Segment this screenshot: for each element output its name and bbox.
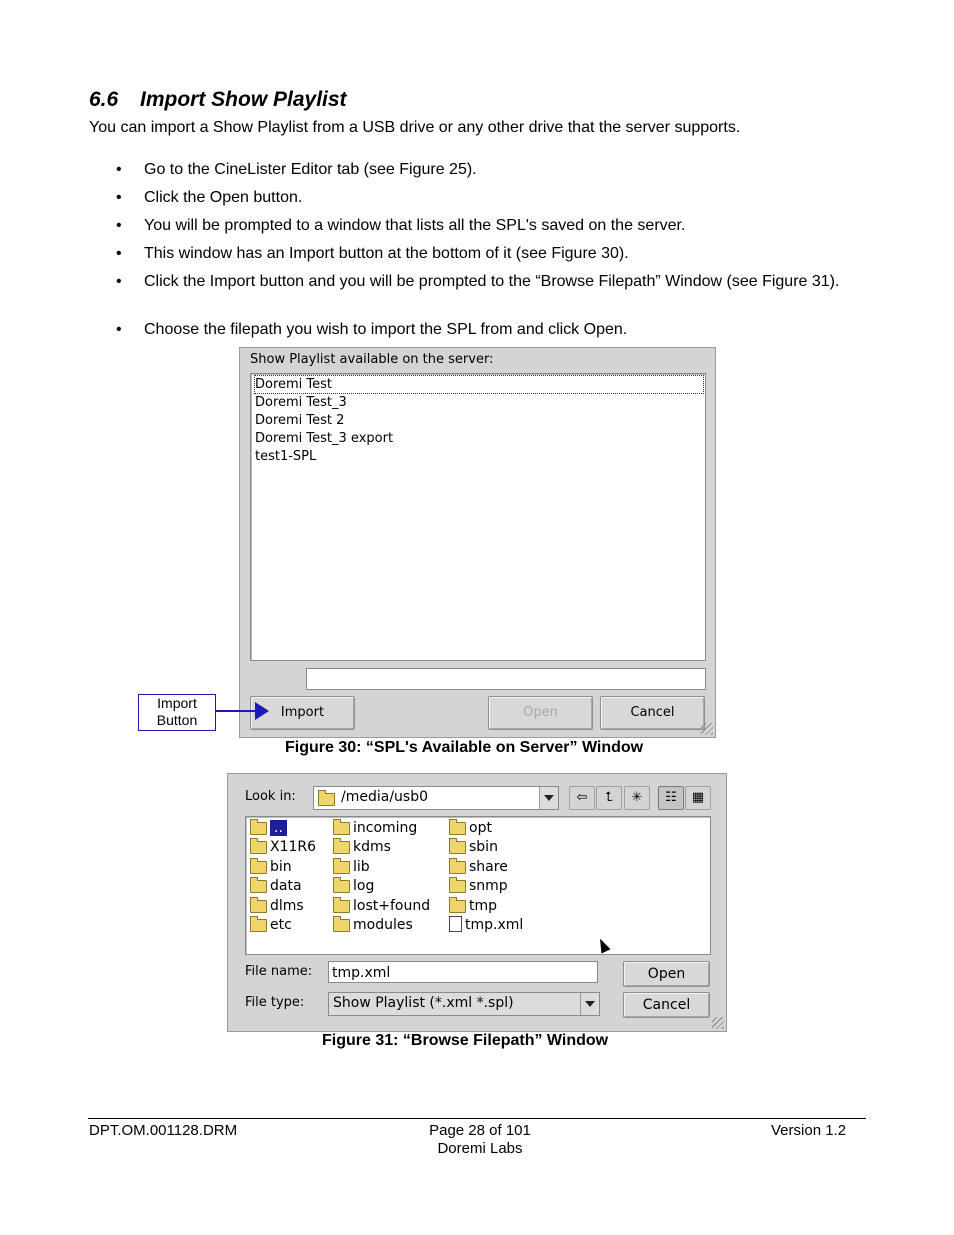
spl-list-item[interactable]: Doremi Test_3 [255, 395, 347, 410]
resize-grip-icon[interactable] [701, 723, 713, 735]
spl-name-field[interactable] [306, 668, 706, 690]
detail-view-icon: ▦ [691, 790, 705, 805]
file-name-label: File name: [245, 964, 313, 979]
look-in-value: /media/usb0 [341, 789, 429, 805]
folder-icon [449, 880, 466, 893]
file-type-label: File type: [245, 995, 305, 1010]
file-list-item[interactable] [250, 858, 292, 877]
folder-icon [250, 919, 267, 932]
file-list-item[interactable] [333, 858, 370, 877]
look-in-combo[interactable] [313, 786, 559, 810]
file-name: opt [469, 820, 492, 836]
file-name: lost+found [353, 898, 431, 914]
spl-list-window [239, 347, 716, 738]
file-list-item[interactable] [449, 838, 498, 857]
list-view-button[interactable] [658, 786, 684, 810]
file-name: tmp.xml [465, 917, 524, 933]
look-in-label: Look in: [245, 789, 296, 804]
callout-arrow-icon [255, 702, 269, 720]
file-name: bin [270, 859, 292, 875]
file-name: tmp [469, 898, 498, 914]
file-list-item[interactable] [449, 897, 497, 916]
file-list-item[interactable] [449, 819, 492, 838]
folder-icon [333, 841, 350, 854]
bullet-symbol: • [116, 273, 122, 290]
folder-icon [333, 861, 350, 874]
file-listbox[interactable] [245, 816, 711, 955]
folder-icon [250, 822, 267, 835]
footer-version: Version 1.2 [771, 1122, 847, 1139]
file-name: share [469, 859, 508, 875]
footer-page: Page 28 of 101 [429, 1122, 531, 1139]
file-list-item[interactable] [250, 877, 302, 896]
chevron-down-icon[interactable] [539, 787, 558, 809]
folder-icon [449, 900, 466, 913]
spl-list-header: Show Playlist available on the server: [250, 352, 494, 367]
file-name: X11R6 [270, 839, 317, 855]
folder-icon [250, 900, 267, 913]
bullet-symbol: • [116, 321, 122, 338]
resize-grip-icon[interactable] [712, 1017, 724, 1029]
bullet-text: Click the Open button. [144, 189, 303, 206]
bullet-symbol: • [116, 189, 122, 206]
file-list-item[interactable] [449, 877, 508, 896]
file-name: dlms [270, 898, 304, 914]
import-button[interactable]: Import [250, 696, 355, 730]
folder-icon [318, 793, 335, 806]
spl-listbox[interactable] [250, 373, 706, 661]
file-list-item[interactable] [333, 916, 413, 935]
file-name: sbin [469, 839, 498, 855]
file-name: kdms [353, 839, 391, 855]
folder-up-icon: ⮤ [605, 790, 613, 805]
new-folder-icon: ✳ [631, 790, 643, 805]
bullet-text: Go to the CineLister Editor tab (see Figure 25). [144, 161, 477, 178]
file-name: lib [353, 859, 370, 875]
file-list-item[interactable] [250, 916, 292, 935]
spl-list-item[interactable]: Doremi Test [255, 376, 703, 393]
detail-view-button[interactable] [685, 786, 711, 810]
file-type-value: Show Playlist (*.xml *.spl) [333, 995, 514, 1011]
folder-icon [449, 841, 466, 854]
open-button[interactable]: Open [488, 696, 593, 730]
file-list-item[interactable] [333, 838, 391, 857]
new-folder-button[interactable] [624, 786, 650, 810]
file-icon [449, 916, 462, 932]
footer-company: Doremi Labs [437, 1140, 523, 1157]
file-list-item[interactable] [333, 897, 430, 916]
spl-list-item[interactable]: Doremi Test 2 [255, 413, 345, 428]
folder-icon [333, 919, 350, 932]
section-title: Import Show Playlist [140, 88, 347, 111]
file-name: etc [270, 917, 292, 933]
mouse-pointer-icon [596, 937, 611, 954]
bullet-text: You will be prompted to a window that lists all the SPL's saved on the server. [144, 217, 686, 234]
file-list-item[interactable] [250, 897, 304, 916]
bullet-symbol: • [116, 217, 122, 234]
figure-30-caption: Figure 30: “SPL's Available on Server” Window [285, 739, 644, 756]
bullet-text: Click the Import button and you will be prompted to the “Browse Filepath” Window (see Figure 31). [144, 273, 840, 290]
file-list-item[interactable] [333, 877, 374, 896]
import-button-callout [138, 694, 216, 731]
folder-icon [333, 880, 350, 893]
footer-divider [88, 1118, 866, 1119]
file-name: incoming [353, 820, 418, 836]
section-heading [89, 88, 347, 112]
file-list-item[interactable] [250, 838, 316, 857]
arrow-left-icon: ⇦ [576, 790, 588, 805]
bullet-symbol: • [116, 245, 122, 262]
spl-list-item[interactable]: Doremi Test_3 export [255, 431, 394, 446]
figure-31-caption: Figure 31: “Browse Filepath” Window [322, 1032, 609, 1049]
folder-icon [250, 861, 267, 874]
list-view-icon: ☷ [665, 790, 677, 805]
file-list-item[interactable] [333, 819, 417, 838]
back-button[interactable] [569, 786, 595, 810]
file-name-input[interactable]: tmp.xml [328, 961, 598, 983]
browse-filepath-window [227, 773, 727, 1032]
folder-icon [333, 822, 350, 835]
folder-icon [250, 841, 267, 854]
file-list-item[interactable] [250, 819, 287, 838]
spl-list-item[interactable]: test1-SPL [255, 449, 317, 464]
file-list-item[interactable] [449, 916, 523, 935]
parent-folder-button[interactable] [596, 786, 622, 810]
callout-line: Import [157, 695, 197, 711]
bullet-text: Choose the filepath you wish to import the SPL from and click Open. [144, 321, 628, 338]
callout-line: Button [156, 712, 198, 728]
file-name: .. [270, 820, 287, 836]
footer-doc-id: DPT.OM.001128.DRM [89, 1122, 238, 1139]
folder-link-icon [250, 880, 267, 893]
intro-paragraph: You can import a Show Playlist from a USB drive or any other drive that the server supports. [89, 119, 741, 136]
folder-icon [449, 861, 466, 874]
cancel-button[interactable]: Cancel [623, 992, 710, 1018]
section-number: 6.6 [89, 88, 119, 111]
file-list-item[interactable] [449, 858, 508, 877]
file-name: modules [353, 917, 413, 933]
bullet-symbol: • [116, 161, 122, 178]
chevron-down-icon[interactable] [580, 993, 599, 1015]
callout-arrow-line [215, 710, 257, 712]
file-name: snmp [469, 878, 508, 894]
file-name: log [353, 878, 375, 894]
bullet-text: This window has an Import button at the bottom of it (see Figure 30). [144, 245, 629, 262]
cancel-button[interactable]: Cancel [600, 696, 705, 730]
file-name: data [270, 878, 302, 894]
folder-icon [449, 822, 466, 835]
folder-icon [333, 900, 350, 913]
file-type-combo[interactable] [328, 992, 600, 1016]
open-button[interactable]: Open [623, 961, 710, 987]
